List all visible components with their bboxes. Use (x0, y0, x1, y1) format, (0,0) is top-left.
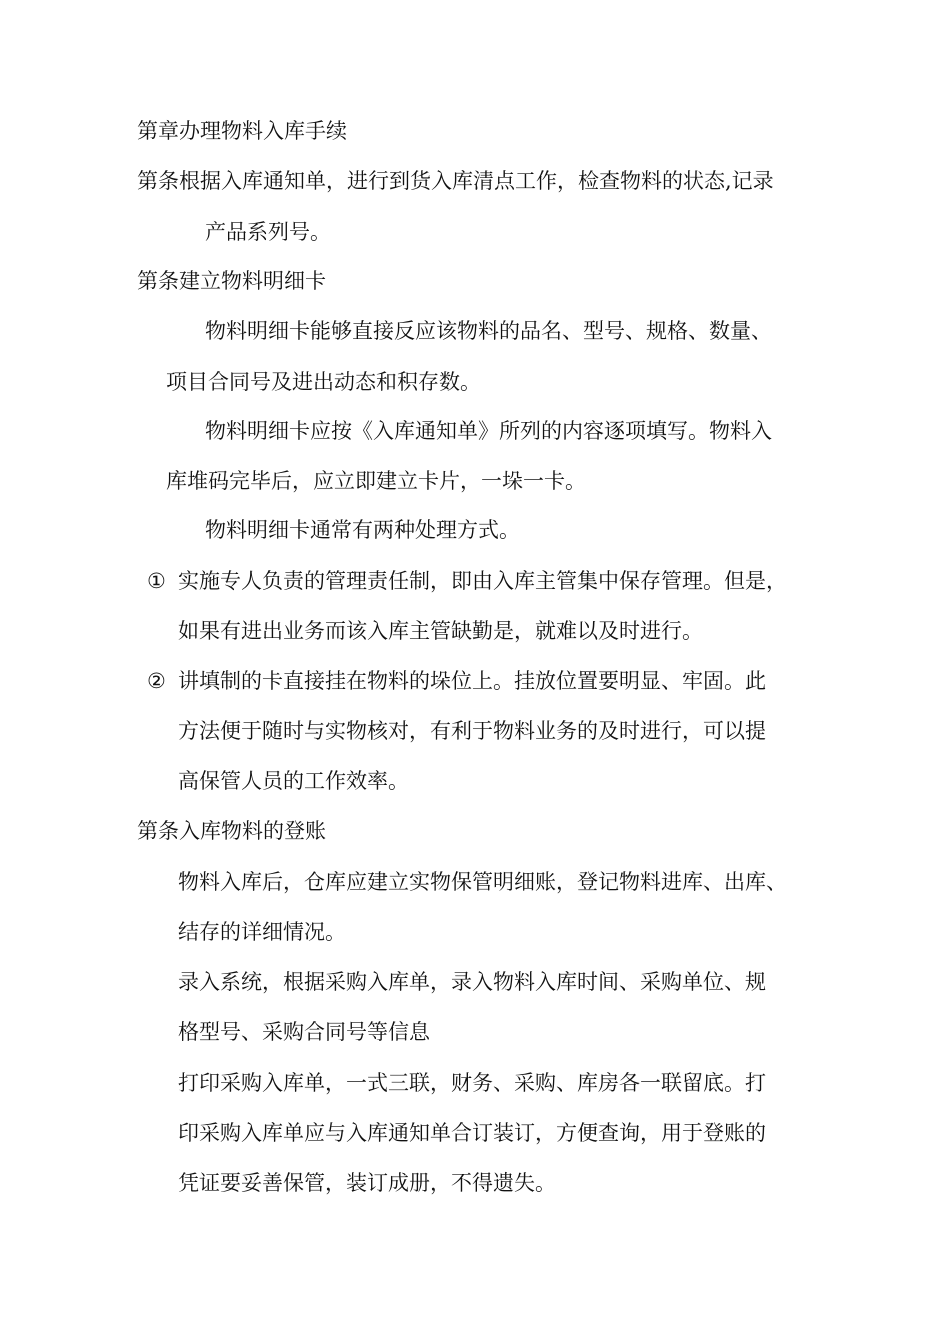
article2-item1-line1: 实施专人负责的管理责任制，即由入库主管集中保存管理。但是， (178, 569, 787, 593)
article3-p1-line2: 结存的详细情况。 (178, 920, 346, 944)
article3-p2-line2: 格型号、采购合同号等信息 (178, 1020, 430, 1044)
article2-p2-line1: 物料明细卡应按《入库通知单》所列的内容逐项填写。物料入 (205, 419, 772, 443)
article2-item2-line1: 讲填制的卡直接挂在物料的垛位上。挂放位置要明显、牢固。此 (178, 669, 766, 693)
chapter-heading: 第章办理物料入库手续 (137, 119, 347, 143)
list-marker-1: ① (147, 569, 166, 593)
article3-p3-line3: 凭证要妥善保管，装订成册，不得遗失。 (178, 1171, 556, 1195)
article3-p1-line1: 物料入库后，仓库应建立实物保管明细账，登记物料进库、出库、 (178, 870, 787, 894)
list-marker-2: ② (147, 669, 166, 693)
article2-p1-line1: 物料明细卡能够直接反应该物料的品名、型号、规格、数量、 (205, 319, 772, 343)
article1-line2: 产品系列号。 (205, 220, 331, 244)
article2-p3: 物料明细卡通常有两种处理方式。 (205, 518, 520, 542)
article2-p1-line2: 项目合同号及进出动态和积存数。 (166, 370, 481, 394)
article3-p3-line1: 打印采购入库单，一式三联，财务、采购、库房各一联留底。打 (178, 1071, 766, 1095)
article2-p2-line2: 库堆码完毕后，应立即建立卡片，一垛一卡。 (166, 469, 586, 493)
article3-heading: 第条入库物料的登账 (137, 819, 326, 843)
article1-line1: 第条根据入库通知单，进行到货入库清点工作，检查物料的状态,记录 (137, 169, 774, 193)
article2-item2-line3: 高保管人员的工作效率。 (178, 769, 409, 793)
article2-item2-line2: 方法便于随时与实物核对，有利于物料业务的及时进行，可以提 (178, 719, 766, 743)
article2-heading: 第条建立物料明细卡 (137, 269, 326, 293)
article3-p3-line2: 印采购入库单应与入库通知单合订装订，方便查询，用于登账的 (178, 1121, 766, 1145)
article3-p2-line1: 录入系统，根据采购入库单，录入物料入库时间、采购单位、规 (178, 970, 766, 994)
article2-item1-line2: 如果有进出业务而该入库主管缺勤是，就难以及时进行。 (178, 619, 703, 643)
